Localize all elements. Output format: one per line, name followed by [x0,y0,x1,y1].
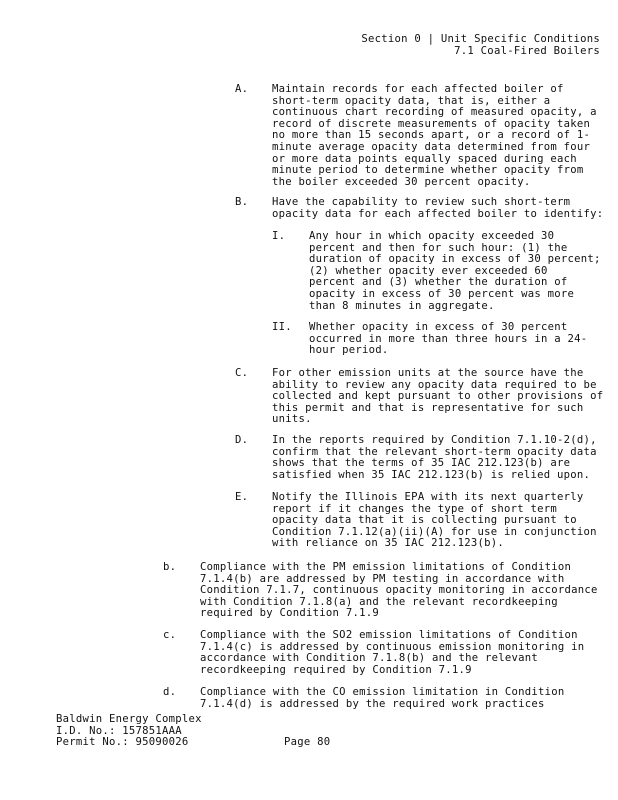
page-number: Page 80 [284,736,331,748]
item-E-text: Notify the Illinois EPA with its next quarterly report if it changes the type of short term opacity data that it is collecting pursuant to Condition 7.1.12(a)(ii)(A) for use in conjunction with reliance on 35 IAC 212.123(b). [272,491,597,550]
item-c-text: Compliance with the SO2 emission limitations of Condition 7.1.4(c) is addressed by continuous emission monitoring in accordance with Condition 7.1.8(b) and the relevant recordkeeping required by Condition 7.1.9 [200,629,585,676]
item-C-label: C. [235,367,249,379]
item-b-label: b. [163,561,177,573]
item-b-text: Compliance with the PM emission limitations of Condition 7.1.4(b) are addressed by PM testing in accordance with Condition 7.1.7, continuous opacity monitoring in accordance with Condition 7.1.8(a) and the relevant recordkeeping required by Condition 7.1.9 [200,561,598,620]
page-header [361,34,600,57]
header-section-title: Section 0 | Unit Specific Conditions [361,33,600,45]
item-E-label: E. [235,491,249,503]
footer-facility-name: Baldwin Energy Complex [56,713,202,725]
footer-permit-number: Permit No.: 95090026 [56,736,189,749]
item-B-II-label: II. [272,321,292,333]
footer-id-number: I.D. No.: 157851AAA [56,724,182,737]
item-D-label: D. [235,434,249,446]
header-subsection-title: 7.1 Coal-Fired Boilers [454,44,600,57]
item-D-text: In the reports required by Condition 7.1.10-2(d), confirm that the relevant short-term opacity data shows that the terms of 35 IAC 212.123(b) are satisfied when 35 IAC 212.123(b) is relied upon. [272,434,597,481]
item-B-II-text: Whether opacity in excess of 30 percent occurred in more than three hours in a 24- hour period. [309,321,588,357]
item-d-label: d. [163,686,177,698]
item-B-text: Have the capability to review such short-term opacity data for each affected boiler to identify: [272,196,604,220]
item-B-I-label: I. [272,230,286,242]
item-B-label: B. [235,196,249,208]
item-c-label: c. [163,629,177,641]
item-A-text: Maintain records for each affected boiler of short-term opacity data, that is, either a continuous chart recording of measured opacity, a record of discrete measurements of opacity taken no more than 15 seconds apart, or a record of 1- minute average opacity data determined from four or more data points equally spaced during each minute period to determine whether opacity from the boiler exceeded 30 percent opacity. [272,83,597,188]
item-d-text: Compliance with the CO emission limitation in Condition 7.1.4(d) is addressed by the required work practices [200,686,565,710]
item-A-label: A. [235,83,249,95]
item-B-I-text: Any hour in which opacity exceeded 30 percent and then for such hour: (1) the duration of opacity in excess of 30 percent; (2) whether opacity ever exceeded 60 percent and (3) whether the duration of opacity in excess of 30 percent was more than 8 minutes in aggregate. [309,230,601,312]
item-C-text: For other emission units at the source have the ability to review any opacity data required to be collected and kept pursuant to other provisions of this permit and that is representative for such units. [272,367,604,426]
page-footer [56,714,202,749]
